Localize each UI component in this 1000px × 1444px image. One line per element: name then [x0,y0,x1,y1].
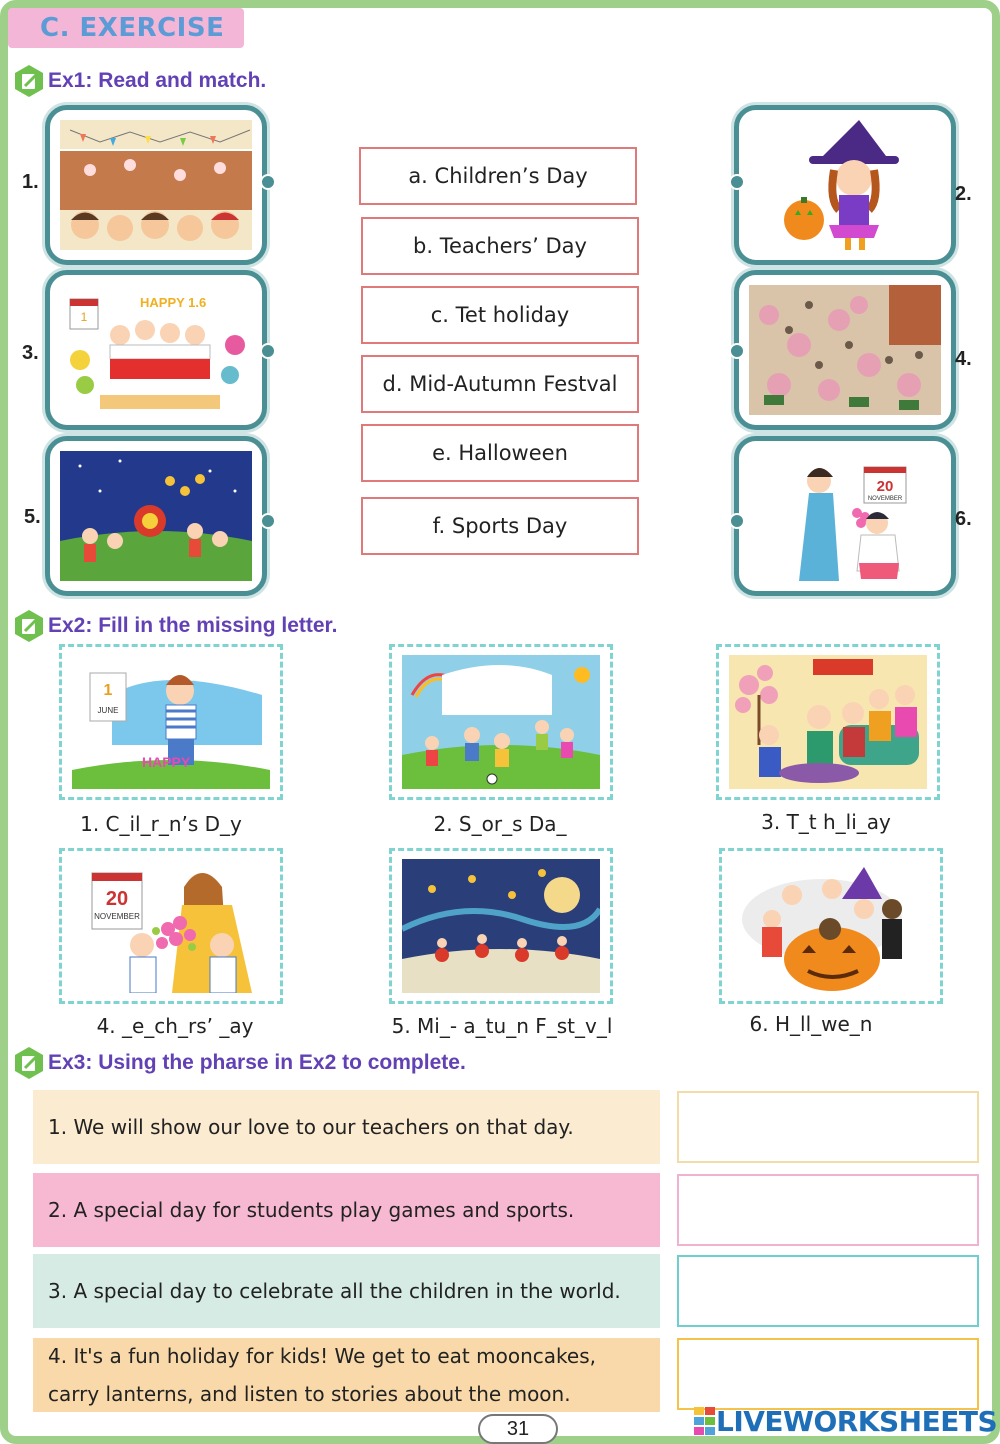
ex1-title: Ex1: Read and match. [48,69,267,92]
tet-family-illustration [729,655,927,789]
match-dot-1[interactable] [260,174,276,190]
option-f[interactable]: f. Sports Day [361,497,639,555]
match-picture-3 [45,270,267,430]
fill-caption-4: 4. _e_ch_rs’ _ay [96,1014,254,1038]
match-number-5: 5. [24,506,41,528]
sentence-3: 3. A special day to celebrate all the children in the world. [33,1254,660,1328]
fill-caption-3: 3. T_t h_li_ay [761,810,891,834]
match-picture-6 [734,436,956,596]
teacher-calendar-day: 20 [105,888,129,910]
halloween-witch-illustration [749,120,941,250]
answer-box-1[interactable] [677,1091,979,1163]
halloween-kids-illustration [732,859,930,993]
pencil-icon [12,609,46,643]
answer-box-4[interactable] [677,1338,979,1410]
sports-day-illustration [60,120,252,250]
fill-picture-5 [389,848,613,1004]
sentence-2: 2. A special day for students play games and sports. [33,1173,660,1247]
happy-banner-text: HAPPY 1.6 [140,295,207,310]
fill-picture-3 [716,644,940,800]
childrens-day-boy-illustration [72,655,270,789]
calendar-day-text: 1 [103,682,113,699]
sentence-4-line-1: 4. It's a fun holiday for kids! We get to eat mooncakes, [48,1344,596,1368]
ex2-title: Ex2: Fill in the missing letter. [48,614,338,637]
match-number-1: 1. [22,171,39,193]
sentence-4-line-2: carry lanterns, and listen to stories about the moon. [48,1382,571,1406]
option-b[interactable]: b. Teachers’ Day [361,217,639,275]
match-dot-5[interactable] [260,513,276,529]
match-picture-4 [734,270,956,430]
brand-name: LIVEWORKSHEETS [716,1404,998,1438]
logo-blocks-icon [694,1407,716,1435]
match-dot-2[interactable] [729,174,745,190]
option-e[interactable]: e. Halloween [361,424,639,482]
fill-picture-2 [389,644,613,800]
answer-box-2[interactable] [677,1174,979,1246]
calendar-month-text: JUNE [97,706,119,715]
sports-day-kids-illustration [402,655,600,789]
fill-picture-4 [59,848,283,1004]
teacher-calendar-month: NOVEMBER [867,496,903,502]
fill-picture-1 [59,644,283,800]
mid-autumn-lanterns-illustration [402,859,600,993]
answer-box-3[interactable] [677,1255,979,1327]
tet-market-illustration [749,285,941,415]
match-number-2: 2. [955,183,972,205]
option-a[interactable]: a. Children’s Day [359,147,637,205]
match-number-4: 4. [955,348,972,370]
teacher-calendar-day: 20 [876,478,894,495]
liveworksheets-logo[interactable] [694,1404,997,1438]
ex3-title: Ex3: Using the pharse in Ex2 to complete. [48,1051,466,1074]
pencil-icon [12,64,46,98]
match-dot-6[interactable] [729,513,745,529]
match-picture-5 [45,436,267,596]
match-dot-3[interactable] [260,343,276,359]
section-title: C. EXERCISE [8,8,244,48]
teachers-day-illustration [749,451,941,581]
match-dot-4[interactable] [729,343,745,359]
ex1-heading [12,64,266,98]
pencil-icon [12,1046,46,1080]
option-c[interactable]: c. Tet holiday [361,286,639,344]
fill-caption-1: 1. C_il_r_n’s D_y [80,812,242,836]
match-number-6: 6. [955,508,972,530]
mid-autumn-illustration [60,451,252,581]
svg-text:HAPPY: HAPPY [142,754,191,770]
ex3-heading [12,1046,466,1080]
fill-picture-6 [719,848,943,1004]
calendar-day-text: 1 [80,310,88,324]
teachers-day-flowers-illustration [72,859,270,993]
match-picture-2 [734,105,956,265]
sentence-4 [33,1338,660,1412]
option-d[interactable]: d. Mid-Autumn Festval [361,355,639,413]
childrens-day-illustration [60,285,252,415]
page-number: 31 [478,1414,558,1444]
fill-caption-5: 5. Mi_- a_tu_n F_st_v_l [391,1014,613,1038]
fill-caption-2: 2. S_or_s Da_ [433,812,567,836]
sentence-1: 1. We will show our love to our teachers on that day. [33,1090,660,1164]
match-number-3: 3. [22,342,39,364]
match-picture-1 [45,105,267,265]
ex2-heading [12,609,337,643]
fill-caption-6: 6. H_ll_we_n [749,1012,873,1036]
teacher-calendar-month: NOVEMBER [94,912,140,921]
